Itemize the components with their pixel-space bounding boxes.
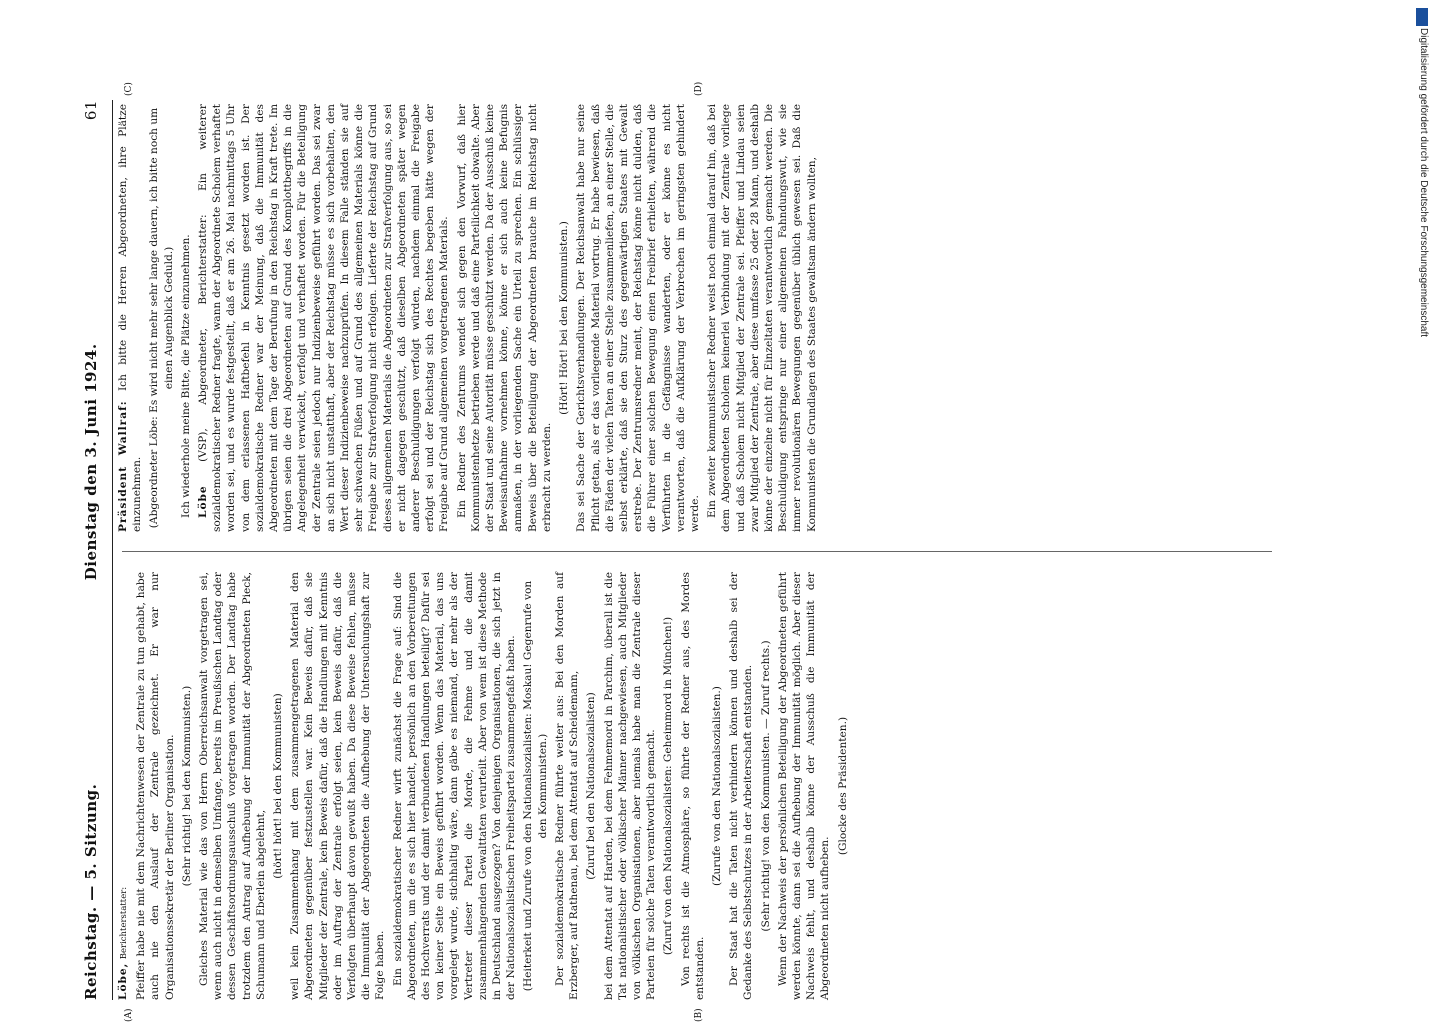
speaker-role: Berichterstatter: <box>119 886 129 960</box>
right-column <box>116 104 822 532</box>
paragraph: bei dem Attentat auf Harden, bei dem Fehmemord in Parchim, überall ist die Tat nationalistischer oder völkischer Männer nachgewiesen, auch Mitglieder von völkischen Organisationen, aber niemals habe man die Zentrale dieser Parteien für solche Taten verantwortlich gemacht. <box>602 572 658 1000</box>
rotated-page <box>82 81 1312 1022</box>
margin-mark-b: (B) <box>694 1008 704 1022</box>
paragraph: Gleiches Material wie das von Herrn Oberreichsanwalt vorgetragen sei, wenn auch nicht in demselben Umfange, bereits im Preußischen Landtag oder dessen Geschäftsordnungsausschuß vorgetragen worden. Der Landtag habe trotzdem den Antrag auf Aufhebung der Immunität der Abgeordneten Pieck, Schumann und Eberlein abgelehnt, <box>198 572 267 1000</box>
paragraph: Ich wiederhole meine Bitte, die Plätze einzunehmen. <box>179 234 192 518</box>
paragraph-text: (VSP), Abgeordneter, Berichterstatter: Ein weiterer sozialdemokratischer Redner fragte, wann der Abgeordnete Scholem verhaftet worden sei, und es wurde festgestellt, daß er am 26. Mai nachmittags 5 Uhr von dem erlassenen Haftbefehl in Kenntnis gesetzt worden ist. Der sozialdemokratische Redner war der Meinung, daß die Immunität des Abgeordneten mit dem Tage der Berufung in den Reichstag in Kraft trete. Im übrigen seien die drei Abgeordneten auf Grund des Komplottbegriffs in die Angelegenheit verwickelt, verfolgt und verhaftet worden. Für die Beteiligung der Zentrale seien jedoch nur Indizienbeweise geführt worden. Das sei zwar an sich nicht unstatthaft, aber der Reichstag müsse es sich vorbehalten, den Wert dieser Indizienbeweise nachzuprüfen. In diesem Falle ständen sie auf sehr schwachen Füßen und auf Grund des allgemeinen Materials könne die Freigabe zur Strafverfolgung nicht erfolgen. Lieferte der Reichstag auf Grund dieses allgemeinen Materials die Abgeordneten zur Strafverfolgung aus, so sei er nicht dagegen geschützt, daß dieselben Abgeordneten später wegen anderer Beschuldigungen verfolgt würden, nachdem einmal die Freigabe erfolgt sei und der Reichstag sich des Rechtes begeben hätte wegen der Freigabe auf Grund allgemeinen vorgetragenen Materials. <box>197 104 451 532</box>
paragraph: Ein zweiter kommunistischer Redner weist noch einmal darauf hin, daß bei dem Abgeordneten Scholem keinerlei Verbindung mit der Zentrale vorliege und daß Scholem nicht Mitglied der Zentrale sei. Pfeiffer und Lindau seien zwar Mitglied der Zentrale, aber diese umfasse 25 oder 28 Mann, und deshalb könne der einzelne nicht für Einzeltaten verantwortlich gemacht werden. Die Beschuldigung entspringe nur einer allgemeinen Fahndungswut, wie sie immer revolutionären Bewegungen gegenüber üblich gewesen sei. Daß die Kommunisten die Grundlagen des Staates gewaltsam ändern wollten, <box>706 104 818 532</box>
interjection: (Glocke des Präsidenten.) <box>836 716 849 856</box>
dfg-logo <box>1416 8 1428 26</box>
interjection: (Zurufe von den Nationalsozialisten.) <box>710 686 723 886</box>
dfg-credit <box>1416 8 1430 768</box>
interjection: (Zuruf von den Nationalsozialisten: Geheimmord in München!) <box>662 616 675 956</box>
margin-mark-c: (C) <box>124 82 134 96</box>
margin-mark-a: (A) <box>124 1008 134 1022</box>
interjection: (Sehr richtig! von den Kommunisten. — Zuruf rechts.) <box>759 640 772 932</box>
left-speaker-line <box>116 572 131 1000</box>
paragraph: Der sozialdemokratische Redner führte weiter aus: Bei den Morden auf Erzberger, auf Rathenau, bei dem Attentat auf Scheidemann, <box>553 572 581 1000</box>
margin-mark-d: (D) <box>694 81 704 96</box>
president-statement <box>116 104 144 532</box>
speaker-name: Löbe <box>197 485 210 518</box>
interjection: (Heiterkeit und Zurufe von den Nationalsozialisten: Moskau! Gegenrufe von den Kommunisten.) <box>522 580 549 992</box>
paragraph: Das sei Sache der Gerichtsverhandlungen. Der Reichsanwalt habe nur seine Pflicht getan, als er das vorliegende Material vortrug. Er habe bewiesen, daß die Fäden der vielen Taten an einer Stelle zusammenliefen, an einer Stelle, die selbst erklärte, daß sie den Sturz des gegenwärtigen Staates mit Gewalt erstrebe. Der Zentrumsredner meint, der Reichstag könne nicht dulden, daß die Führer einer solchen Bewegung einen Freibrief erhielten, während die Verführten in die Gefängnisse wanderten, oder er könne es nicht verantworten, daß die Aufklärung der Verbrechen im geringsten gehindert werde. <box>575 104 701 532</box>
paragraph: Ein Redner des Zentrums wendet sich gegen den Vorwurf, daß hier Kommunistenhetze betrieben werde und daß eine Parteilichkeit obwalte. Aber der Staat und seine Autorität müsse geschützt werden. Da der Ausschuß keine Beweisaufnahme vornehmen könne, könne er sich auch keine Befugnis anmaßen, in der vorliegenden Sache ein Urteil zu sprechen. Ein schlüssiger Beweis über die Beteiligung der Abgeordneten brauche im Reichstag nicht erbracht zu werden. <box>455 104 553 532</box>
interjection: (hört! hört! bei den Kommunisten) <box>272 693 285 879</box>
paragraph: Von rechts ist die Atmosphäre, so führte der Redner aus, des Mordes entstanden. <box>679 572 706 1000</box>
paragraph: weil kein Zusammenhang mit dem zusammengetragenen Material den Abgeordneten gegenüber festzustellen war. Kein Beweis dafür, daß sie Mitglieder der Zentrale, kein Beweis dafür, daß die Handlungen mit Kenntnis oder im Auftrag der Zentrale erfolgt seien, kein Beweis dafür, daß die Verfolgten überhaupt davon gewußt haben. Da diese Beweise fehlen, müsse die Immunität der Abgeordneten die Aufhebung der Untersuchungshaft zur Folge haben. <box>289 572 387 1000</box>
page-header <box>84 100 110 1000</box>
paragraph: Ein sozialdemokratischer Redner wirft zunächst die Frage auf: Sind die Abgeordneten, um die es sich hier handelt, persönlich an den Vorbereitungen des Hochverrats und der damit verbundenen Handlungen beteiligt? Dafür sei von keiner Seite ein Beweis geführt worden. Wenn das Material, das uns vorgelegt wurde, stichhaltig wäre, dann gäbe es niemand, der mehr als der Vertreter dieser Partei die Morde, die Fehme und die damit zusammenhängenden Gewalttaten verurteilt. Aber von wem ist diese Methode in Deutschland ausgezogen? Von denjenigen Organisationen, die sich jetzt in der Nationalsozialistischen Freiheitspartei zusammengefaßt haben. <box>391 572 518 1000</box>
page-number: 61 <box>82 100 100 121</box>
president-label: Präsident Wallraf: <box>117 400 129 532</box>
interjection: (Abgeordneter Löbe: Es wird nicht mehr sehr lange dauern, ich bitte noch um einen Augenblick Geduld.) <box>148 107 175 529</box>
column-divider <box>122 551 1272 552</box>
paragraph: Pfeiffer habe nie mit dem Nachrichtenwesen der Zentrale zu tun gehabt, habe auch nie den Auslauf der Zentrale gezeichnet. Er war nur Organisationssekretär der Berliner Organisation. <box>135 572 176 1000</box>
dfg-credit-text: Digitalisierung gefördert durch die Deutsche Forschungsgemeinschaft <box>1418 28 1429 338</box>
speaker-paragraph <box>196 104 452 532</box>
left-column <box>116 572 853 1000</box>
president-text: Ich bitte die Herren Abgeordneten, ihre Plätze einzunehmen. <box>117 103 144 532</box>
header-session: Reichstag. — 5. Sitzung. <box>82 783 100 1000</box>
header-date: Dienstag den 3. Juni 1924. <box>82 343 100 581</box>
interjection: (Sehr richtig! bei den Kommunisten.) <box>180 685 193 887</box>
header-rule <box>112 100 113 1000</box>
paragraph: Der Staat hat die Taten nicht verhindern können und deshalb sei der Gedanke des Selbstschutzes in der Arbeiterschaft entstanden. <box>728 572 755 1000</box>
interjection: (Hört! Hört! bei den Kommunisten.) <box>558 221 571 415</box>
interjection: (Zuruf bei den Nationalsozialisten) <box>585 692 598 880</box>
paragraph: Wenn der Nachweis der persönlichen Beteiligung der Abgeordneten geführt werden könnte, dann sei die Aufhebung der Immunität möglich. Aber dieser Nachweis fehlt, und deshalb könne der Ausschuß die Immunität der Abgeordneten nicht aufheben. <box>776 572 832 1000</box>
speaker-name: Löbe, <box>117 962 129 1000</box>
